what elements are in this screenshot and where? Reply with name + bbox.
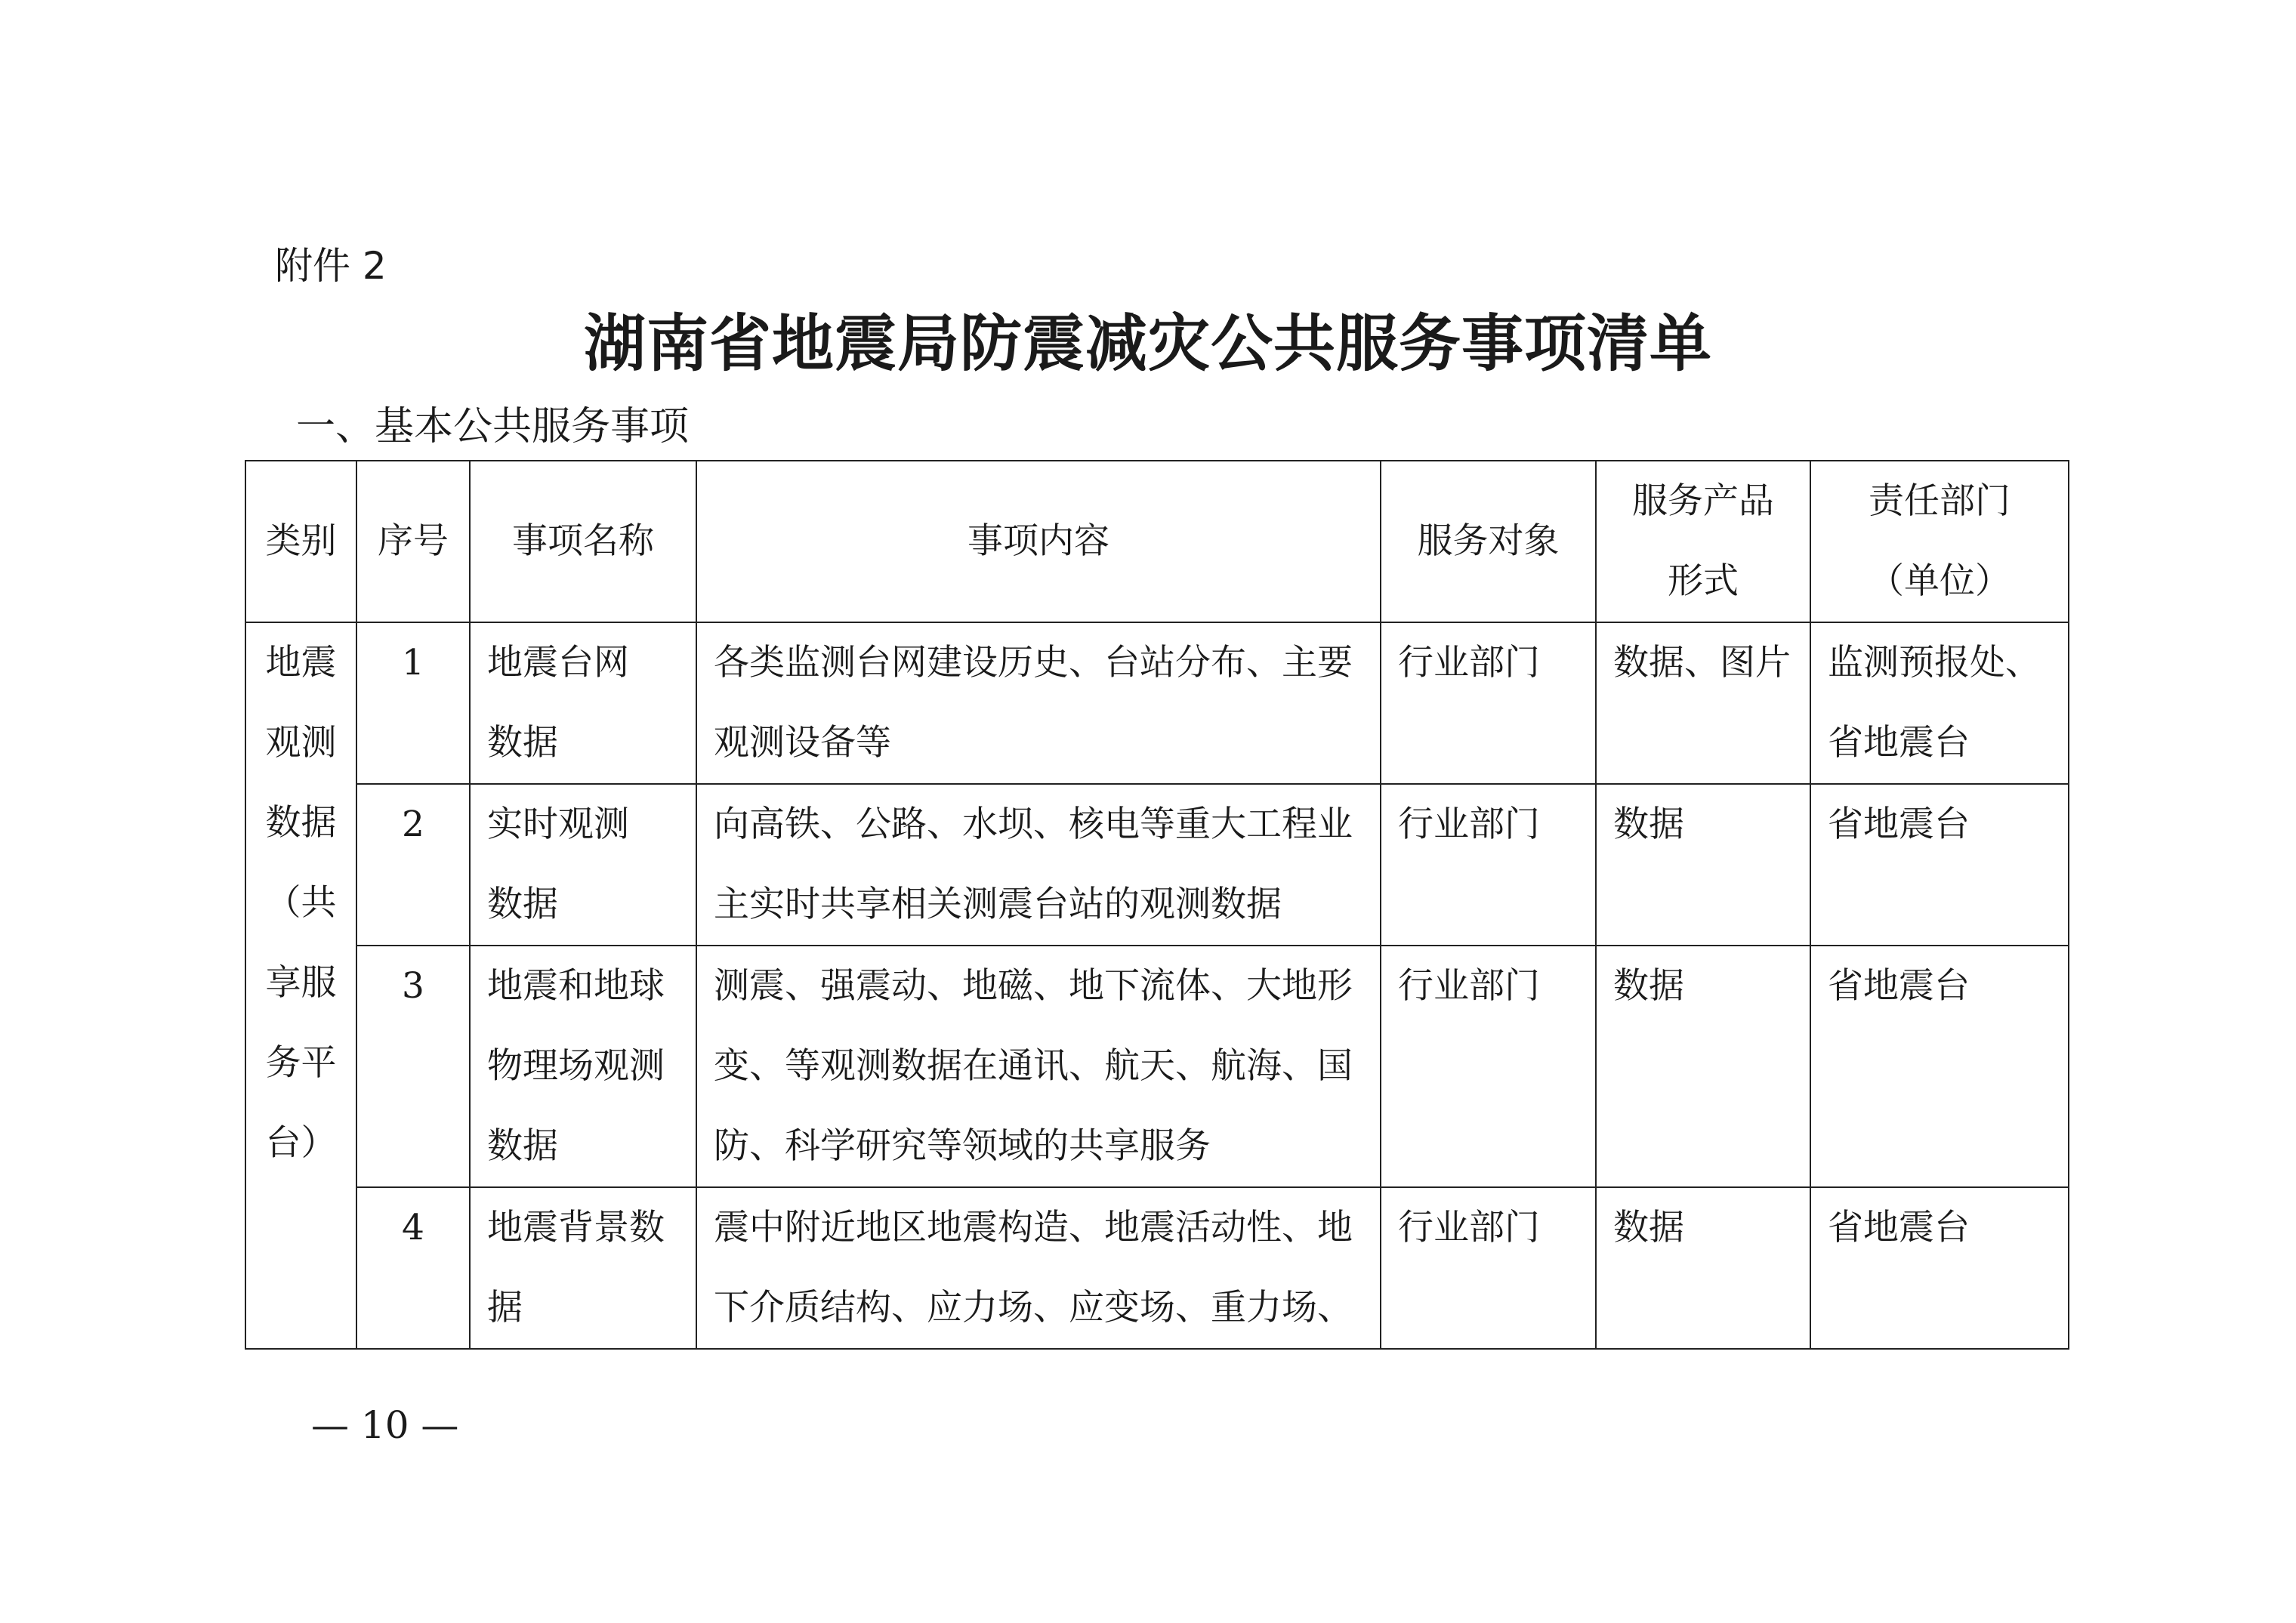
header-product-line1: 服务产品 (1632, 480, 1774, 522)
item-product: 数据 (1596, 946, 1810, 1187)
document-title: 湖南省地震局防震减灾公共服务事项清单 (583, 307, 1712, 380)
item-product: 数据 (1596, 784, 1810, 946)
item-content (696, 622, 1381, 784)
category-line: 地震 (265, 642, 337, 683)
attachment-label: 附件 2 (275, 244, 387, 288)
item-content-line: 测震、强震动、地磁、地下流体、大地形 (714, 965, 1353, 1007)
page-number: — 10 — (311, 1403, 459, 1447)
item-dept (1810, 622, 2069, 784)
item-content-line: 防、科学研究等领域的共享服务 (714, 1125, 1211, 1167)
table-row (245, 1187, 2069, 1349)
item-name-line: 据 (487, 1287, 523, 1328)
item-content-line: 下介质结构、应力场、应变场、重力场、 (714, 1287, 1353, 1328)
item-dept-line: 省地震台 (1828, 965, 1970, 1007)
table-header-row (245, 461, 2069, 622)
category-line: 务平 (265, 1042, 337, 1084)
category-line: 台） (265, 1122, 337, 1164)
item-name-line: 地震和地球 (487, 965, 665, 1007)
item-content-line: 向高铁、公路、水坝、核电等重大工程业 (714, 804, 1353, 845)
table-row (245, 622, 2069, 784)
item-content (696, 784, 1381, 946)
header-product (1596, 461, 1810, 622)
item-name-line: 实时观测 (487, 804, 629, 845)
item-name (470, 946, 696, 1187)
item-target: 行业部门 (1381, 1187, 1596, 1349)
item-name (470, 1187, 696, 1349)
header-dept (1810, 461, 2069, 622)
item-dept-line: 省地震台 (1828, 1207, 1970, 1248)
row-number: 1 (356, 622, 470, 784)
row-number: 4 (356, 1187, 470, 1349)
table-row (245, 946, 2069, 1187)
category-cell (245, 622, 356, 1349)
item-dept-line: 省地震台 (1828, 804, 1970, 845)
item-name-line: 数据 (487, 1125, 558, 1167)
item-name (470, 784, 696, 946)
header-dept-line1: 责任部门 (1869, 480, 2011, 522)
row-number: 2 (356, 784, 470, 946)
header-product-line2: 形式 (1668, 560, 1739, 602)
item-content (696, 1187, 1381, 1349)
item-dept (1810, 1187, 2069, 1349)
item-dept-line: 监测预报处、 (1828, 642, 2041, 683)
header-category: 类别 (245, 461, 356, 622)
header-name: 事项名称 (470, 461, 696, 622)
item-content-line: 观测设备等 (714, 722, 891, 764)
table-row (245, 784, 2069, 946)
category-line: 观测 (265, 722, 337, 764)
item-name-line: 物理场观测 (487, 1045, 665, 1087)
item-name-line: 数据 (487, 884, 558, 925)
header-dept-line2: （单位） (1869, 560, 2011, 602)
header-content: 事项内容 (696, 461, 1381, 622)
item-content-line: 各类监测台网建设历史、台站分布、主要 (714, 642, 1353, 683)
service-items-table (245, 460, 2069, 1350)
category-line: 数据 (265, 802, 337, 844)
item-dept-line: 省地震台 (1828, 722, 1970, 764)
item-content-line: 变、等观测数据在通讯、航天、航海、国 (714, 1045, 1353, 1087)
item-name-line: 数据 (487, 722, 558, 764)
item-target: 行业部门 (1381, 622, 1596, 784)
row-number: 3 (356, 946, 470, 1187)
item-dept (1810, 784, 2069, 946)
category-line: 享服 (265, 962, 337, 1004)
item-target: 行业部门 (1381, 946, 1596, 1187)
header-number: 序号 (356, 461, 470, 622)
item-name (470, 622, 696, 784)
item-content-line: 主实时共享相关测震台站的观测数据 (714, 884, 1282, 925)
item-target: 行业部门 (1381, 784, 1596, 946)
item-content-line: 震中附近地区地震构造、地震活动性、地 (714, 1207, 1353, 1248)
item-content (696, 946, 1381, 1187)
item-name-line: 地震背景数 (487, 1207, 665, 1248)
item-name-line: 地震台网 (487, 642, 629, 683)
item-dept (1810, 946, 2069, 1187)
item-product: 数据、图片 (1596, 622, 1810, 784)
item-product: 数据 (1596, 1187, 1810, 1349)
header-target: 服务对象 (1381, 461, 1596, 622)
section-heading: 一、基本公共服务事项 (296, 404, 690, 449)
category-line: （共 (265, 882, 337, 924)
